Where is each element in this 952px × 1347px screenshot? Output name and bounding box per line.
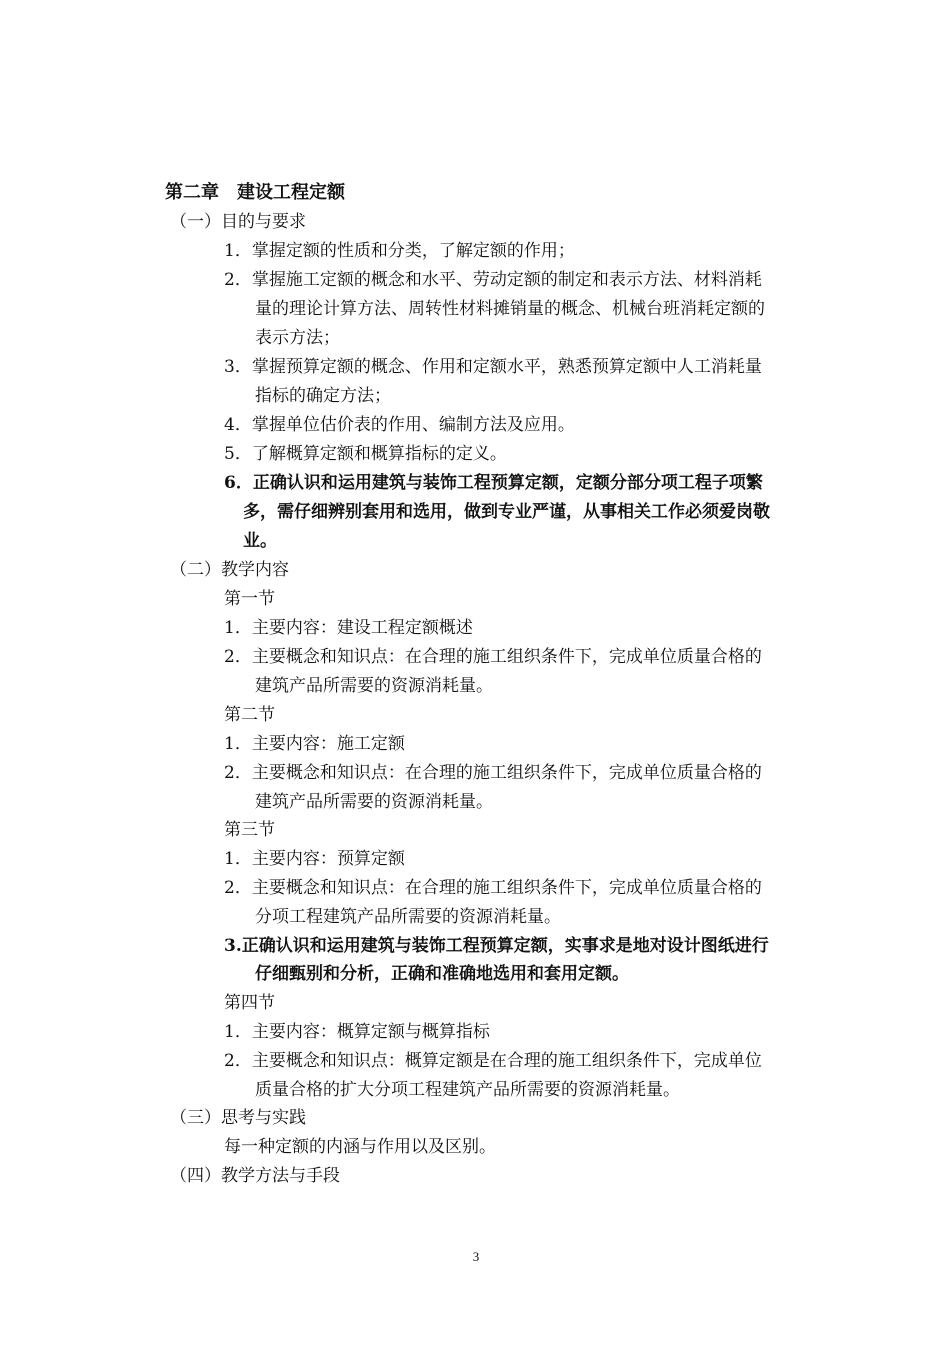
requirement-item-cont: 指标的确定方法； <box>255 386 391 406</box>
requirement-item: 4．掌握单位估价表的作用、编制方法及应用。 <box>224 415 575 435</box>
node-title: 第一节 <box>224 589 275 609</box>
content-item-cont: 建筑产品所需要的资源消耗量。 <box>255 676 493 696</box>
requirement-item-cont: 表示方法； <box>255 328 340 348</box>
content-item: 2．主要概念和知识点：在合理的施工组织条件下，完成单位质量合格的 <box>224 647 762 667</box>
requirement-item-bold-cont: 多，需仔细辨别套用和选用，做到专业严谨，从事相关工作必须爱岗敬 <box>243 502 770 522</box>
content-item-cont: 分项工程建筑产品所需要的资源消耗量。 <box>255 907 561 927</box>
content-item-bold: 3.正确认识和运用建筑与装饰工程预算定额，实事求是地对设计图纸进行 <box>224 936 769 956</box>
content-item: 2．主要概念和知识点：在合理的施工组织条件下，完成单位质量合格的 <box>224 763 762 783</box>
requirement-item: 1．掌握定额的性质和分类，了解定额的作用； <box>224 241 575 261</box>
node-title: 第三节 <box>224 820 275 840</box>
requirement-item: 3．掌握预算定额的概念、作用和定额水平，熟悉预算定额中人工消耗量 <box>224 357 762 377</box>
node-title: 第四节 <box>224 993 275 1013</box>
content-item-cont: 质量合格的扩大分项工程建筑产品所需要的资源消耗量。 <box>255 1080 680 1100</box>
chapter-title: 第二章 建设工程定额 <box>165 182 345 203</box>
content-item: 2．主要概念和知识点：在合理的施工组织条件下，完成单位质量合格的 <box>224 878 762 898</box>
requirement-item-bold: 6．正确认识和运用建筑与装饰工程预算定额，定额分部分项工程子项繁 <box>224 473 763 493</box>
content-item: 1．主要内容：建设工程定额概述 <box>224 618 473 638</box>
content-item: 2．主要概念和知识点：概算定额是在合理的施工组织条件下，完成单位 <box>224 1051 762 1071</box>
page-number: 3 <box>472 1249 480 1264</box>
section-heading: （一）目的与要求 <box>170 212 306 232</box>
section-heading: （四）教学方法与手段 <box>170 1166 340 1186</box>
content-item-cont: 建筑产品所需要的资源消耗量。 <box>255 792 493 812</box>
content-item: 1．主要内容：预算定额 <box>224 849 405 869</box>
section-heading: （二）教学内容 <box>170 560 289 580</box>
section-heading: （三）思考与实践 <box>170 1108 306 1128</box>
requirement-item-cont: 量的理论计算方法、周转性材料摊销量的概念、机械台班消耗定额的 <box>255 299 765 319</box>
content-item: 1．主要内容：施工定额 <box>224 734 405 754</box>
requirement-item: 2．掌握施工定额的概念和水平、劳动定额的制定和表示方法、材料消耗 <box>224 270 762 290</box>
requirement-item-bold-cont: 业。 <box>243 531 277 551</box>
practice-text: 每一种定额的内涵与作用以及区别。 <box>224 1137 496 1157</box>
node-title: 第二节 <box>224 705 275 725</box>
requirement-item: 5．了解概算定额和概算指标的定义。 <box>224 444 507 464</box>
content-item: 1．主要内容：概算定额与概算指标 <box>224 1022 490 1042</box>
content-item-bold-cont: 仔细甄别和分析，正确和准确地选用和套用定额。 <box>255 964 629 984</box>
